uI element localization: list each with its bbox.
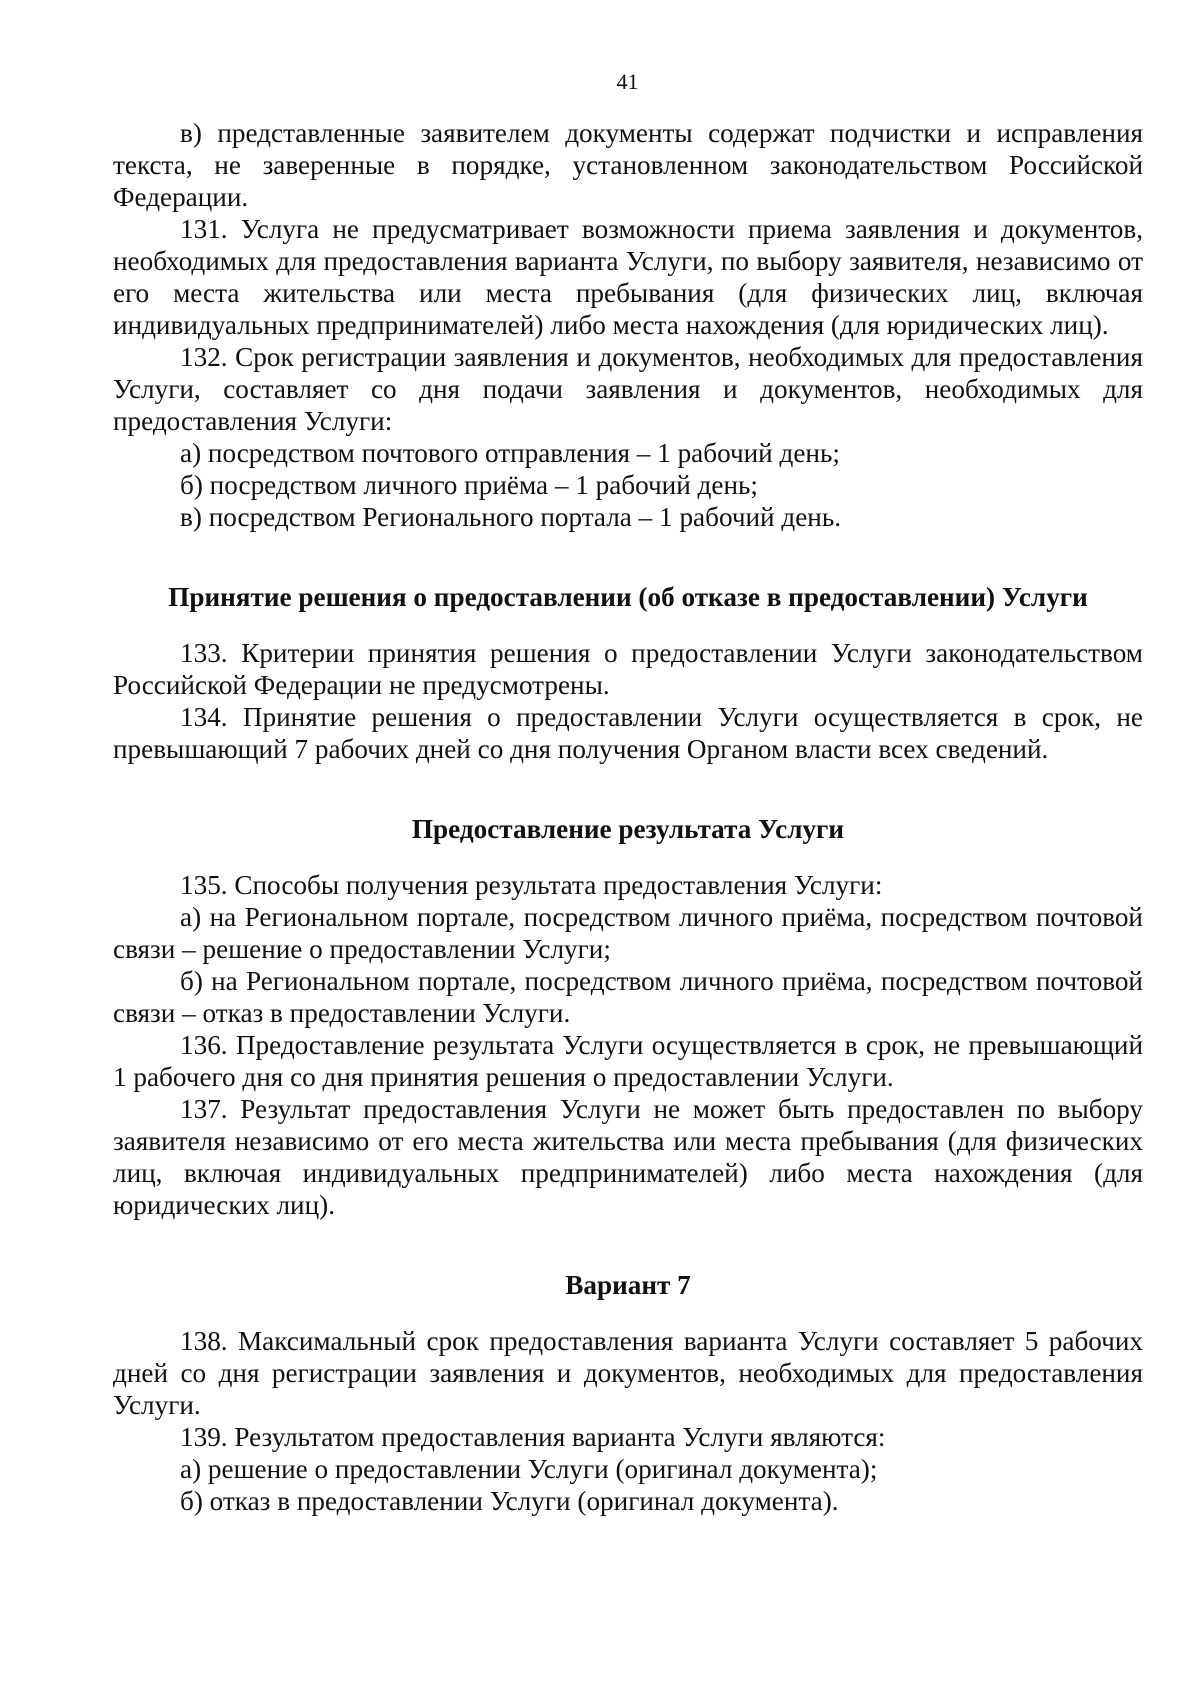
paragraph-134: 134. Принятие решения о предоставлении Услуги осуществляется в срок, не превышающий 7 рабочих дней со дня получения Органом власти всех сведений. [113,702,1143,764]
paragraph-132-b: б) посредством личного приёма – 1 рабочий день; [180,470,758,500]
section-heading-result: Предоставление результата Услуги [411,814,845,844]
paragraph-132: 132. Срок регистрации заявления и документов, необходимых для предоставления Услуги, составляет со дня подачи заявления и документов, необходимых для предоставления Услуги: [113,342,1143,436]
spacer [113,1221,1143,1269]
paragraph-135-a: а) на Региональном портале, посредством личного приёма, посредством почтовой связи – решение о предоставлении Услуги; [113,902,1143,964]
paragraph-132-v: в) посредством Регионального портала – 1 рабочий день. [180,502,842,532]
paragraph-133: 133. Критерии принятия решения о предоставлении Услуги законодательством Российской Федерации не предусмотрены. [113,638,1143,700]
paragraph-132-a: а) посредством почтового отправления – 1 рабочий день; [180,438,840,468]
spacer [113,613,1143,637]
paragraph-138: 138. Максимальный срок предоставления варианта Услуги составляет 5 рабочих дней со дня регистрации заявления и документов, необходимых для предоставления Услуги. [113,1326,1143,1420]
paragraph-135: 135. Способы получения результата предоставления Услуги: [180,870,883,900]
spacer [113,1301,1143,1325]
paragraph-139-b: б) отказ в предоставлении Услуги (оригинал документа). [180,1486,839,1516]
section-heading-variant-7: Вариант 7 [565,1270,691,1300]
paragraph-135-b: б) на Региональном портале, посредством личного приёма, посредством почтовой связи – отказ в предоставлении Услуги. [113,966,1143,1028]
section-heading-decision: Принятие решения о предоставлении (об отказе в предоставлении) Услуги [168,582,1088,612]
paragraph-139: 139. Результатом предоставления варианта Услуги являются: [180,1422,886,1452]
paragraph-139-a: а) решение о предоставлении Услуги (оригинал документа); [180,1454,878,1484]
paragraph-item-v-corrections: в) представленные заявителем документы содержат подчистки и исправления текста, не заверенные в порядке, установленном законодательством Российской Федерации. [113,118,1143,212]
document-body [113,117,1143,1517]
paragraph-131: 131. Услуга не предусматривает возможности приема заявления и документов, необходимых для предоставления варианта Услуги, по выбору заявителя, независимо от его места жительства или места пребывания (для физических лиц, включая индивидуальных предпринимателей) либо места нахождения (для юридических лиц). [113,214,1143,340]
page-number: 41 [616,69,639,94]
spacer [113,845,1143,869]
paragraph-136: 136. Предоставление результата Услуги осуществляется в срок, не превышающий 1 рабочего дня со дня принятия решения о предоставлении Услуги. [113,1030,1143,1092]
spacer [113,533,1143,581]
paragraph-137: 137. Результат предоставления Услуги не может быть предоставлен по выбору заявителя независимо от его места жительства или места пребывания (для физических лиц, включая индивидуальных предпринимателей) либо места нахождения (для юридических лиц). [113,1094,1143,1220]
spacer [113,765,1143,813]
